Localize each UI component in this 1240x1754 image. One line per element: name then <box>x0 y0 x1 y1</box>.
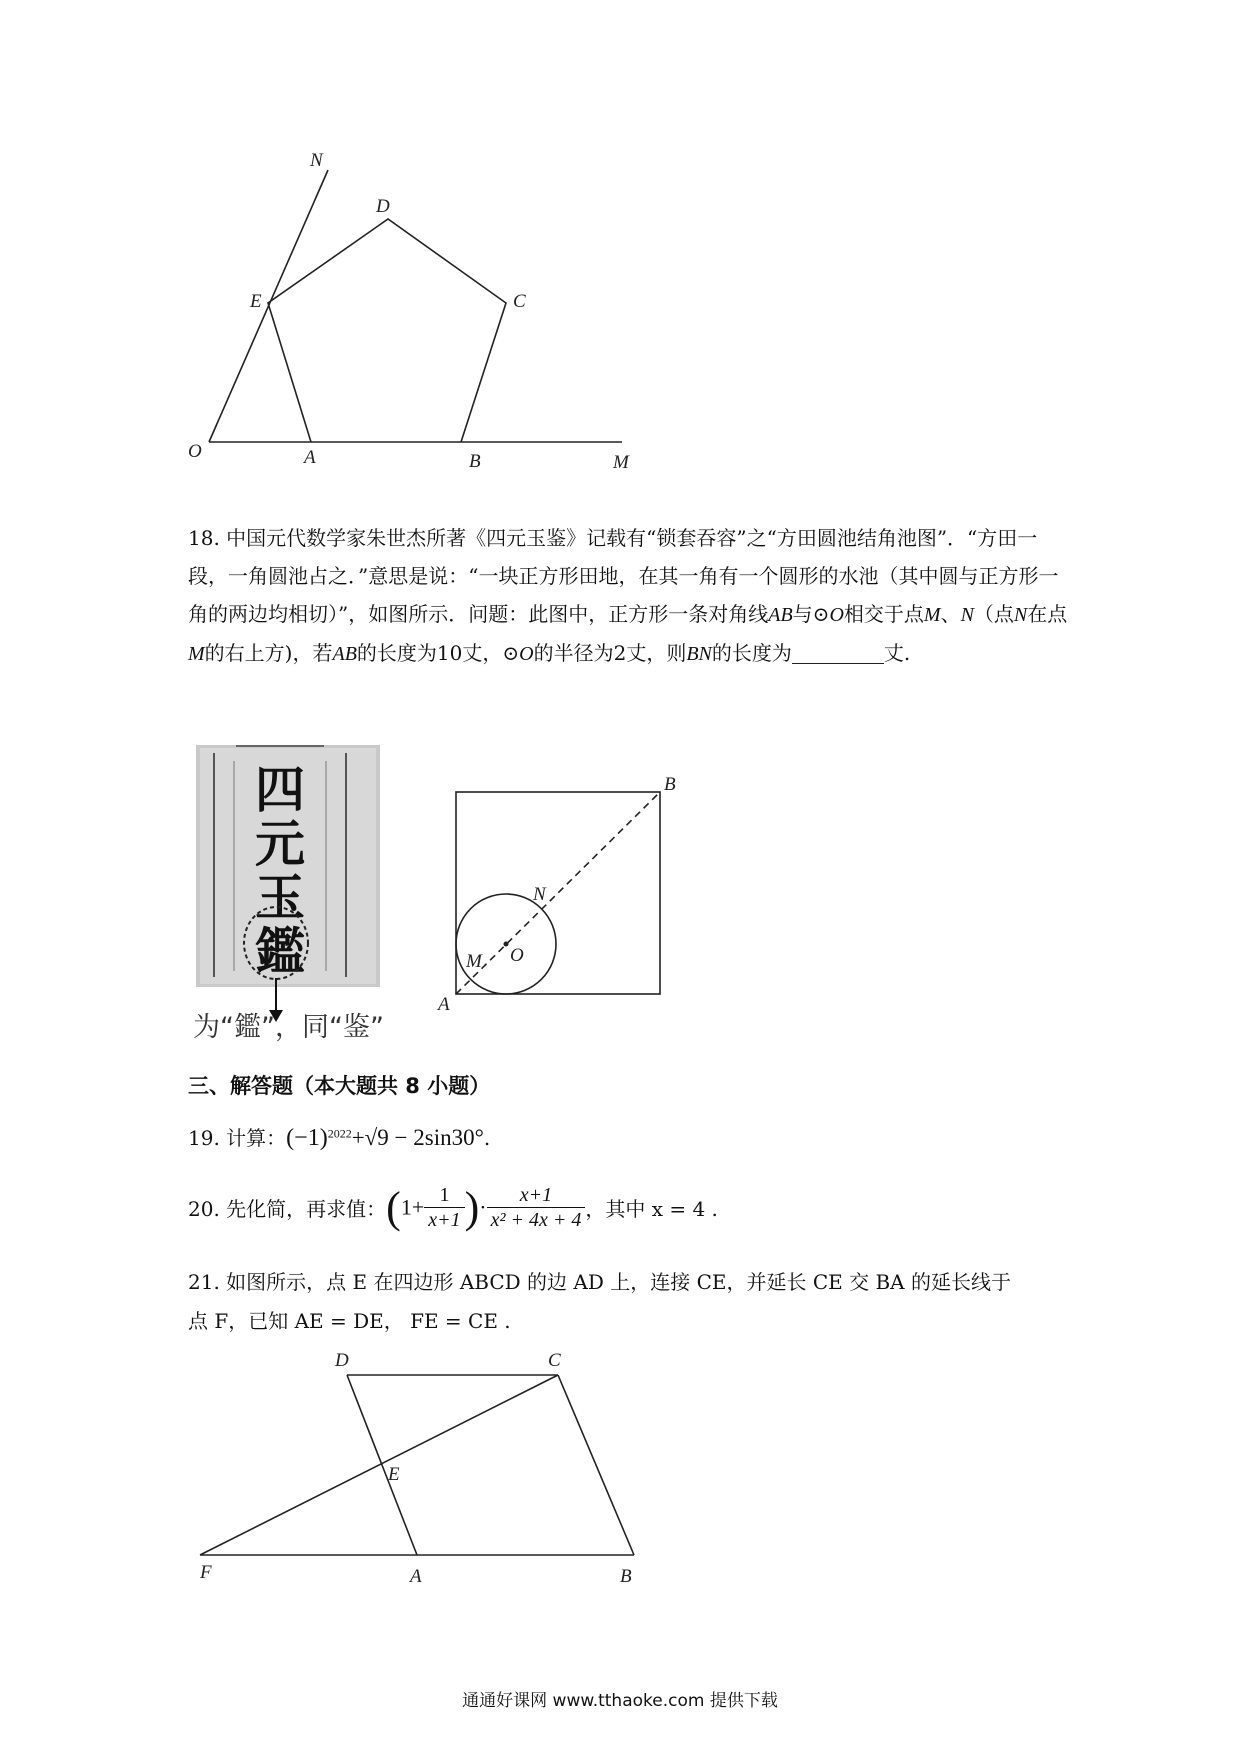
label-N: N <box>533 884 546 905</box>
fraction-2-denominator: x² + 4x + 4 <box>490 1209 582 1231</box>
p18-part: 的右上方)，若 <box>204 641 333 665</box>
label-A: A <box>410 1566 422 1587</box>
label-E: E <box>250 291 262 312</box>
p18-part: 与⊙ <box>792 602 830 626</box>
page-footer: 通通好课网 www.tthaoke.com 提供下载 <box>462 1691 778 1711</box>
label-B: B <box>664 774 676 795</box>
p18-part: 相交于点 <box>843 602 924 626</box>
section-header: 三、解答题（本大题共 8 小题） <box>188 1074 491 1098</box>
p18-math: AB <box>332 643 357 665</box>
p18-part: 丈. <box>883 641 911 665</box>
p18-part: 的半径为2丈，则 <box>533 641 687 665</box>
label-B: B <box>469 451 481 472</box>
p18-math: O <box>829 604 844 626</box>
label-B: B <box>620 1566 632 1587</box>
label-N: N <box>310 150 323 171</box>
p19-expression: +√9 − 2sin30° <box>351 1125 484 1150</box>
fraction-2 <box>487 1183 586 1232</box>
fraction-2-numerator: x+1 <box>487 1183 586 1208</box>
p19-base: (−1) <box>286 1125 328 1151</box>
p18-math: N <box>960 604 974 626</box>
book-char: 元 <box>255 815 305 873</box>
p18-part: 在点 <box>1027 602 1068 626</box>
label-M: M <box>613 452 629 473</box>
right-paren: ) <box>464 1183 480 1232</box>
p21-line-1: 21. 如图所示，点 E 在四边形 ABCD 的边 AD 上，连接 CE，并延长 CE 交 BA 的延长线于 <box>188 1270 1011 1294</box>
p18-math: O <box>519 643 534 665</box>
label-M: M <box>466 951 482 972</box>
label-D: D <box>335 1350 349 1371</box>
p20-suffix: ，其中 x = 4 . <box>585 1197 718 1221</box>
label-E: E <box>388 1464 400 1485</box>
p21-line-2: 点 F，已知 AE = DE， FE = CE . <box>188 1309 511 1333</box>
p20-prefix: 20. 先化简，再求值： <box>188 1197 387 1221</box>
label-O: O <box>188 441 202 462</box>
fraction-1-denominator: x+1 <box>428 1209 461 1231</box>
fraction-1-numerator: 1 <box>424 1183 464 1208</box>
problem-20 <box>188 1182 718 1233</box>
p18-math: BN <box>686 643 712 665</box>
book-char: 鑑 <box>255 923 305 981</box>
p20-one-plus: 1+ <box>400 1194 425 1220</box>
p19-prefix: 19. 计算： <box>188 1126 287 1150</box>
label-A: A <box>438 994 450 1015</box>
p18-math: M <box>923 604 941 626</box>
quadrilateral-figure <box>0 1340 1240 1600</box>
p18-part: （点 <box>973 602 1014 626</box>
book-char: 四 <box>255 761 305 819</box>
label-D: D <box>376 196 390 217</box>
p20-dot: · <box>479 1194 487 1220</box>
p19-end: . <box>483 1126 491 1150</box>
p19-exponent: 2022 <box>327 1126 352 1141</box>
label-C: C <box>513 291 526 312</box>
p18-part: 、 <box>940 602 961 626</box>
p18-part: 的长度为 <box>711 641 792 665</box>
p18-part: 的长度为10丈，⊙ <box>356 641 520 665</box>
problem-19 <box>188 1122 490 1152</box>
p18-part: 18. 中国元代数学家朱世杰所著《四元玉鉴》记载有“锁套吞容”之“方田圆池结角池图”．“方田一段，一角圆池占之．”意思是说：“一块正方形田地，在其一角有一个圆形的水池（其中圆与正方形一角的两边均相切）”，如图所示．问题：此图中，正方形一条对角线 <box>188 526 1059 626</box>
label-C: C <box>548 1350 561 1371</box>
p18-math: N <box>1013 604 1028 626</box>
book-caption: 为“鑑”，同“鉴” <box>193 1012 384 1043</box>
p18-math: AB <box>768 604 793 626</box>
fraction-1 <box>424 1183 464 1232</box>
p18-math: M <box>188 643 205 665</box>
label-A: A <box>304 447 316 468</box>
problem-21 <box>188 1263 1068 1341</box>
label-F: F <box>200 1562 212 1583</box>
label-O: O <box>510 945 524 966</box>
book-char: 玉 <box>255 869 305 927</box>
left-paren: ( <box>386 1183 401 1232</box>
